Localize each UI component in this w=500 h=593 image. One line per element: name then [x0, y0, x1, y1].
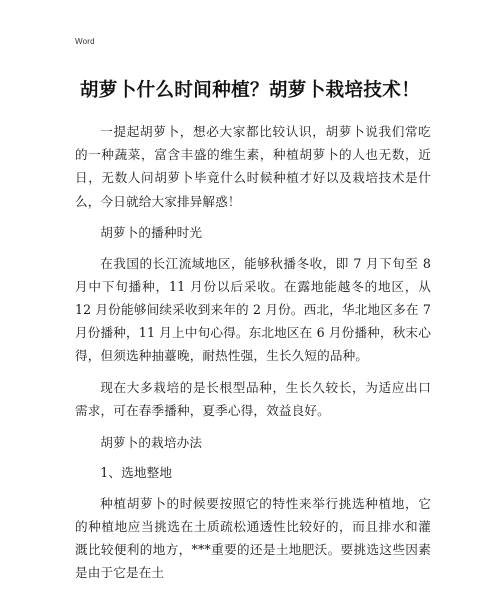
subheading-site-selection: 1、选地整地	[100, 465, 173, 481]
header-app-label: Word	[75, 37, 95, 46]
section-heading-cultivation: 胡萝卜的栽培办法	[100, 435, 203, 451]
document-body	[75, 120, 431, 593]
paragraph-site-selection: 种植胡萝卜的时候要按照它的特性来举行挑选种植地，它的种植地应当挑选在土质疏松通透性比较好的，而且排水和灌溉比较便利的地方，***重要的还是土地肥沃。要挑选这些因素是由于它是在土	[75, 495, 431, 581]
paragraph-sowing-regions: 在我国的长江流域地区，能够秋播冬收，即 7 月下旬至 8 月中下旬播种，11 月份以后采收。在露地能越冬的地区，从 12 月份能够间续采收到来年的 2 月份。西北，华北地区多在 7 月份播种，11 月上中旬心得。东北地区在 6 月份播种，秋末心得，但须选种抽薹晚，耐热性强，生长久短的品种。	[75, 255, 431, 364]
document-title: 胡萝卜什么时间种植？胡萝卜栽培技术！	[79, 80, 421, 101]
paragraph-long-root-varieties: 现在大多栽培的是长根型品种，生长久较长，为适应出口需求，可在春季播种，夏季心得，效益良好。	[75, 380, 431, 419]
section-heading-sowing-time: 胡萝卜的播种时光	[100, 225, 203, 241]
paragraph-intro: 一提起胡萝卜，想必大家都比较认识，胡萝卜说我们常吃的一种蔬菜，富含丰盛的维生素，种植胡萝卜的人也无数，近日，无数人问胡萝卜毕竟什么时候种植才好以及栽培技术是什么，今日就给大家排异解惑！	[75, 124, 431, 209]
